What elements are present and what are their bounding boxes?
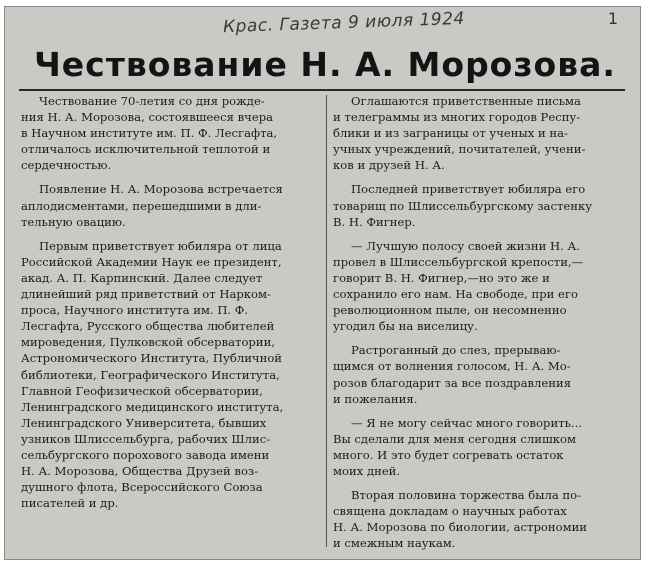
paragraph: — Я не могу сейчас много говорить... Вы сделали для меня сегодня слишком много. И это будет согревать остаток моих дней. (333, 415, 582, 478)
column-divider (326, 95, 327, 547)
paragraph: Чествование 70-летия со дня рожде- ния Н. А. Морозова, состоявшееся вчера в Научном институте им. П. Ф. Лесгафта, отличалось исключительной теплотой и сердечностью. (21, 94, 278, 173)
paragraph: — Лучшую полосу своей жизни Н. А. провел в Шлиссельбургской крепости,— говорит В. Н. Фигнер,—но это же и сохранило его нам. На свободе, при его революционном пыле, он несомненно угодил бы на виселицу. (333, 238, 584, 334)
paragraph: Появление Н. А. Морозова встречается аплодисментами, перешедшими в дли- тельную овацию. (21, 182, 283, 229)
paragraph: Первым приветствует юбиляра от лица Российской Академии Наук ее президент, акад. А. П. Карпинский. Далее следует длинейший ряд приветствий от Нарком- проса, Научного института им. П. Ф. Лесгафта, Русского общества любителей мироведения, Пулковской обсерватории, Астрономического Института, Публичной библиотеки, Географического Института, Главной Геофизической обсерватории, Ленинградского медицинского института, Ленинградского Университета, бывших узников Шлиссельбурга, рабочих Шлис- сельбургского порохового завода имени Н. А. Морозова, Общества Друзей воз- душного флота, Всероссийского Союза писателей и др. (21, 238, 284, 511)
headline-rule (19, 89, 625, 91)
paragraph: Растроганный до слез, прерываю- щимся от волнения голосом, Н. А. Мо- розов благодарит за все поздравления и пожелания. (333, 343, 572, 406)
paragraph: Оглашаются приветственные письма и телеграммы из многих городов Респу- блики и из заграницы от ученых и на- учных учреждений, почитателей, учени- ков и друзей Н. А. (333, 94, 586, 173)
newspaper-clipping (4, 6, 641, 560)
paragraph: Последней приветствует юбиляра его товарищ по Шлиссельбургскому застенку В. Н. Фигнер. (333, 182, 593, 229)
page-number: 1 (607, 9, 618, 28)
right-column (333, 93, 631, 549)
paragraph: Вторая половина торжества была по- священа докладам о научных работах Н. А. Морозова по биологии, астрономии и смежным наукам. (333, 488, 588, 551)
left-column (21, 93, 321, 549)
handwritten-note: Крас. Газета 9 июля 1924 (222, 8, 466, 38)
article-headline: Чествование Н. А. Морозова. (34, 45, 616, 84)
